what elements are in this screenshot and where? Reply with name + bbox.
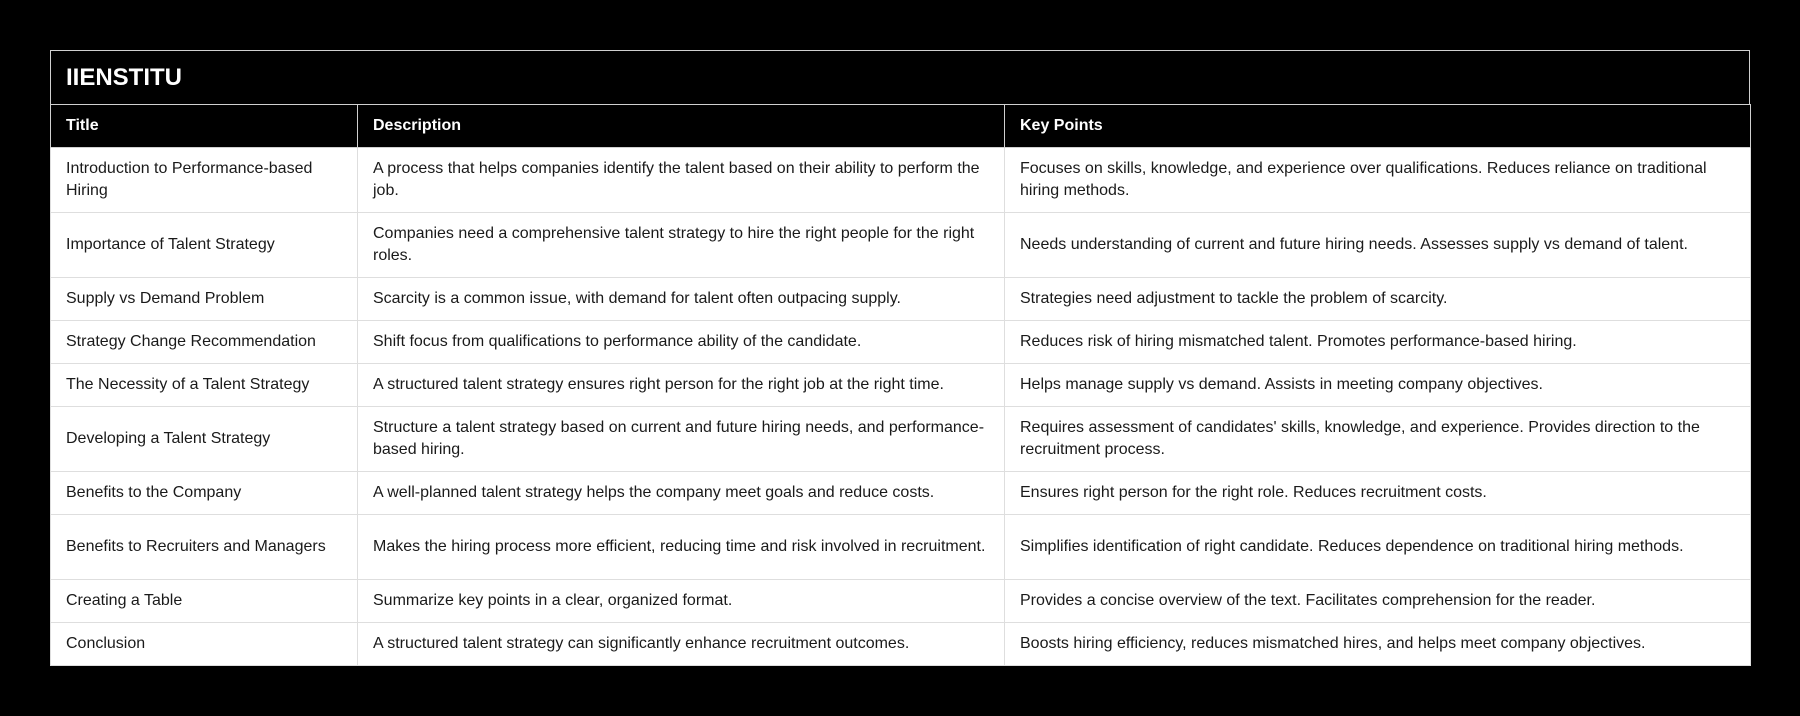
cell-title: Developing a Talent Strategy bbox=[51, 407, 358, 472]
cell-description: A well-planned talent strategy helps the company meet goals and reduce costs. bbox=[358, 472, 1005, 515]
cell-description: A structured talent strategy ensures right person for the right job at the right time. bbox=[358, 364, 1005, 407]
cell-title: The Necessity of a Talent Strategy bbox=[51, 364, 358, 407]
column-header-key-points: Key Points bbox=[1005, 105, 1751, 148]
table-row bbox=[51, 407, 1751, 472]
cell-key-points: Simplifies identification of right candidate. Reduces dependence on traditional hiring methods. bbox=[1005, 515, 1751, 580]
cell-title: Supply vs Demand Problem bbox=[51, 278, 358, 321]
table-row bbox=[51, 364, 1751, 407]
cell-title: Creating a Table bbox=[51, 580, 358, 623]
cell-title: Importance of Talent Strategy bbox=[51, 213, 358, 278]
table-row bbox=[51, 515, 1751, 580]
cell-key-points: Helps manage supply vs demand. Assists in meeting company objectives. bbox=[1005, 364, 1751, 407]
cell-description: Companies need a comprehensive talent strategy to hire the right people for the right roles. bbox=[358, 213, 1005, 278]
cell-key-points: Ensures right person for the right role. Reduces recruitment costs. bbox=[1005, 472, 1751, 515]
cell-title: Benefits to the Company bbox=[51, 472, 358, 515]
cell-title: Benefits to Recruiters and Managers bbox=[51, 515, 358, 580]
table-row bbox=[51, 472, 1751, 515]
table-row bbox=[51, 623, 1751, 666]
cell-description: A structured talent strategy can significantly enhance recruitment outcomes. bbox=[358, 623, 1005, 666]
summary-table bbox=[50, 104, 1751, 666]
header-row bbox=[51, 105, 1751, 148]
cell-key-points: Strategies need adjustment to tackle the problem of scarcity. bbox=[1005, 278, 1751, 321]
cell-title: Introduction to Performance-based Hiring bbox=[51, 148, 358, 213]
cell-description: A process that helps companies identify the talent based on their ability to perform the job. bbox=[358, 148, 1005, 213]
cell-key-points: Needs understanding of current and future hiring needs. Assesses supply vs demand of talent. bbox=[1005, 213, 1751, 278]
cell-description: Scarcity is a common issue, with demand for talent often outpacing supply. bbox=[358, 278, 1005, 321]
table-row bbox=[51, 148, 1751, 213]
table-title: IIENSTITU bbox=[50, 50, 1750, 104]
summary-table-container bbox=[50, 50, 1750, 666]
cell-description: Shift focus from qualifications to performance ability of the candidate. bbox=[358, 321, 1005, 364]
table-row bbox=[51, 213, 1751, 278]
cell-title: Conclusion bbox=[51, 623, 358, 666]
cell-key-points: Provides a concise overview of the text. Facilitates comprehension for the reader. bbox=[1005, 580, 1751, 623]
cell-key-points: Focuses on skills, knowledge, and experience over qualifications. Reduces reliance on traditional hiring methods. bbox=[1005, 148, 1751, 213]
column-header-description: Description bbox=[358, 105, 1005, 148]
cell-key-points: Requires assessment of candidates' skills, knowledge, and experience. Provides direction to the recruitment process. bbox=[1005, 407, 1751, 472]
cell-description: Structure a talent strategy based on current and future hiring needs, and performance-based hiring. bbox=[358, 407, 1005, 472]
table-row bbox=[51, 278, 1751, 321]
column-header-title: Title bbox=[51, 105, 358, 148]
table-row bbox=[51, 580, 1751, 623]
cell-description: Makes the hiring process more efficient, reducing time and risk involved in recruitment. bbox=[358, 515, 1005, 580]
cell-key-points: Reduces risk of hiring mismatched talent. Promotes performance-based hiring. bbox=[1005, 321, 1751, 364]
cell-key-points: Boosts hiring efficiency, reduces mismatched hires, and helps meet company objectives. bbox=[1005, 623, 1751, 666]
cell-description: Summarize key points in a clear, organized format. bbox=[358, 580, 1005, 623]
table-row bbox=[51, 321, 1751, 364]
cell-title: Strategy Change Recommendation bbox=[51, 321, 358, 364]
